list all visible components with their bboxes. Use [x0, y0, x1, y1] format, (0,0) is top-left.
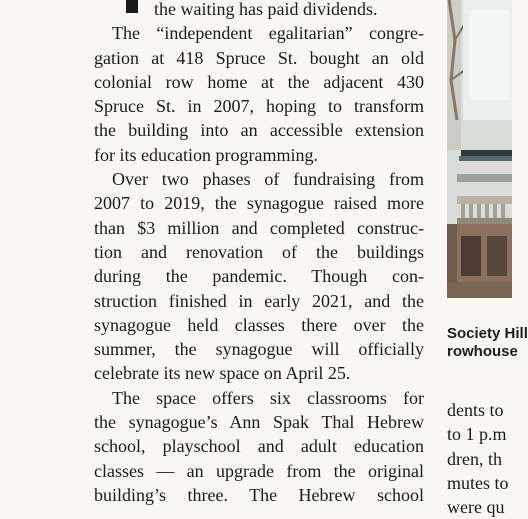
rowhouse-photo [447, 0, 512, 298]
caption-line-1: Society Hill [447, 325, 528, 342]
article-line: classes — an upgrade from the original [94, 460, 424, 481]
article-line: for its education programming. [94, 144, 318, 165]
article-line: Over two phases of fundraising from [112, 169, 424, 190]
paragraph-2 [94, 167, 424, 386]
right-column-fragment [447, 398, 512, 519]
article-line: struction finished in early 2021, and the [94, 290, 424, 311]
article-line: than $3 million and completed construc- [94, 217, 424, 238]
article-line: school, playschool and adult education [94, 436, 424, 457]
article-line: gation at 418 Spruce St. bought an old [94, 47, 424, 68]
article-line: colonial row home at the adjacent 430 [94, 71, 424, 92]
right-column-line: mutes to [447, 472, 509, 493]
article-line: summer, the synagogue will officially [94, 339, 424, 360]
article-line: tion and renovation of the buildings [94, 241, 424, 262]
article-line: during the pandemic. Though con- [94, 266, 424, 287]
article-line: building’s three. The Hebrew school [94, 484, 424, 505]
article-line: The “independent egalitarian” congre- [112, 23, 424, 44]
article-line: 2007 to 2019, the synagogue raised more [94, 193, 424, 214]
article-line: Spruce St. in 2007, hoping to transform [94, 96, 424, 117]
paragraph-1 [94, 21, 424, 167]
article-column [94, 0, 424, 507]
article-line: synagogue held classes there over the [94, 314, 424, 335]
right-column-line: dents to [447, 400, 504, 420]
caption-line-2: rowhouse [447, 343, 518, 360]
right-column-line: were qu [447, 497, 505, 518]
paragraph-3 [94, 386, 424, 507]
right-column-line: dren, th [447, 448, 502, 469]
article-line: celebrate its new space on April 25. [94, 363, 351, 384]
article-line: the synagogue’s Ann Spak Thal Hebrew [94, 412, 424, 433]
article-line-top: the waiting has paid dividends. [154, 0, 378, 19]
photo-caption [447, 325, 528, 361]
article-line: the building into an accessible extension [94, 120, 424, 141]
right-column-line: to 1 p.m [447, 424, 507, 445]
rowhouse-photo-illustration [447, 0, 512, 298]
article-line: The space offers six classrooms for [112, 387, 424, 408]
